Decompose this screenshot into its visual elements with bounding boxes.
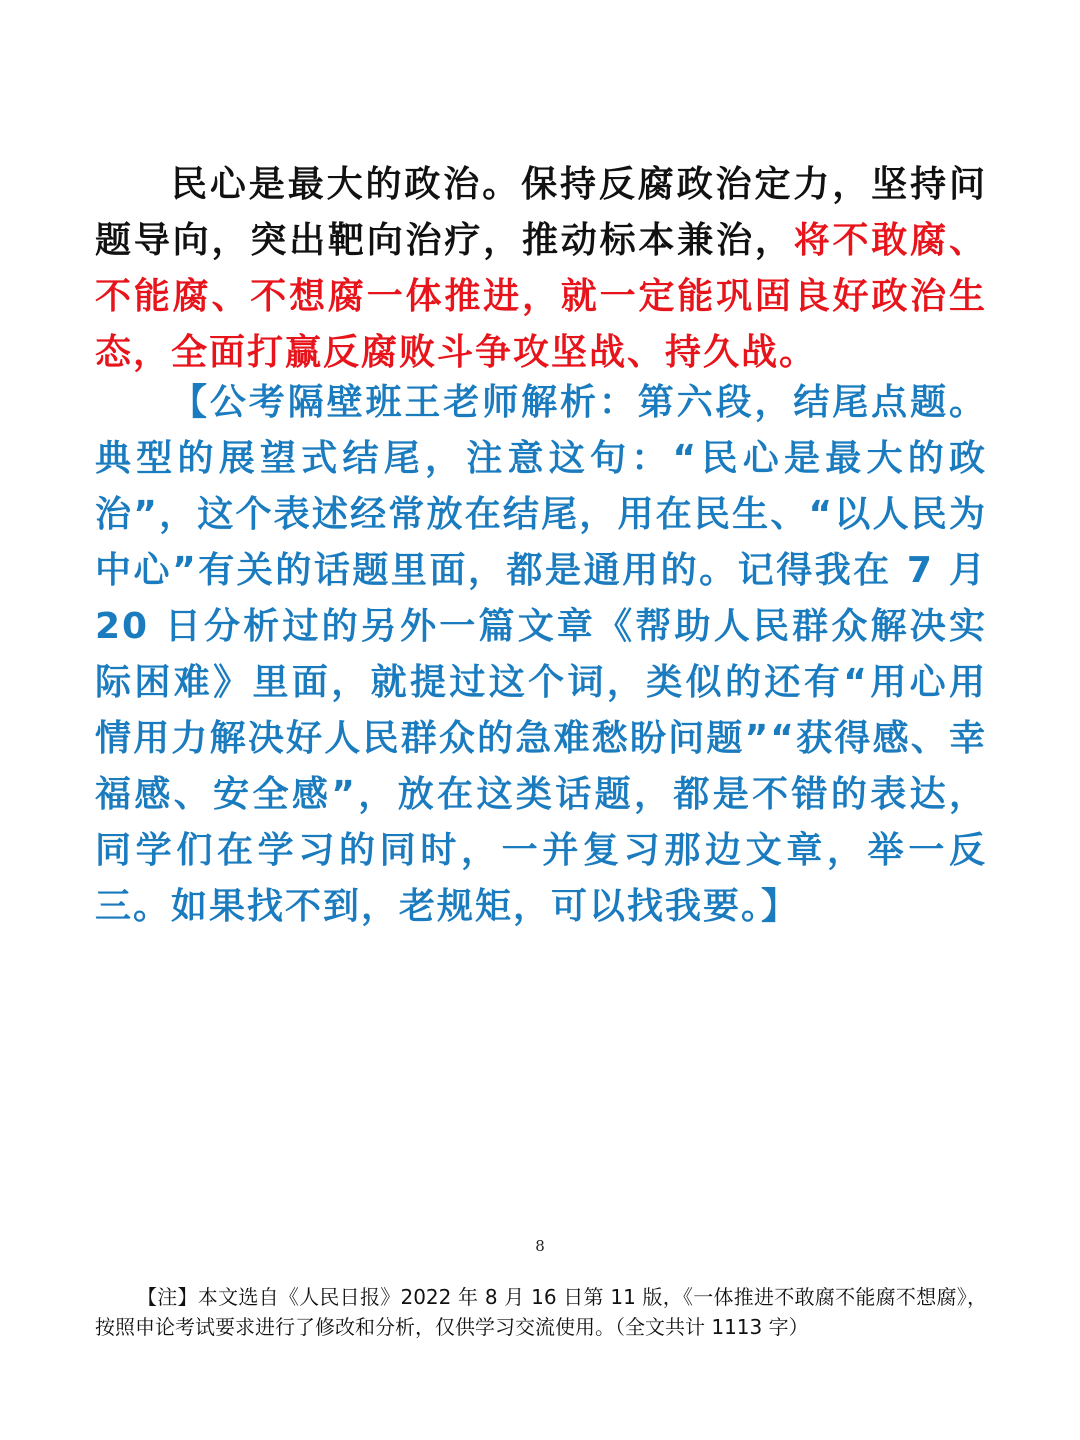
highlighted-conclusion-text: 将不敢腐、不能腐、不想腐一体推进，就一定能巩固良好政治生态，全面打赢反腐败斗争攻坚战、持久战。	[95, 220, 987, 373]
page-number: 8	[535, 1237, 545, 1255]
main-paragraph-text: 民心是最大的政治。保持反腐政治定力，坚持问题导向，突出靶向治疗，推动标本兼治，	[95, 164, 987, 261]
teacher-analysis-paragraph: 【公考隔壁班王老师解析：第六段，结尾点题。典型的展望式结尾，注意这句：“民心是最大的政治”，这个表述经常放在结尾，用在民生、“以人民为中心”有关的话题里面，都是通用的。记得我在 7 月 20 日分析过的另外一篇文章《帮助人民群众解决实际困难》里面，就提过这个词，类似的还有“用心用情用力解决好人民群众的急难愁盼问题”“获得感、幸福感、安全感”，放在这类话题，都是不错的表达，同学们在学习的同时，一并复习那边文章，举一反三。如果找不到，老规矩，可以找我要。】	[95, 382, 987, 927]
source-footnote: 【注】本文选自《人民日报》2022 年 8 月 16 日第 11 版，《一体推进不敢腐不能腐不想腐》，按照申论考试要求进行了修改和分析，仅供学习交流使用。（全文共计 1113 字）	[95, 1285, 987, 1339]
main-paragraph	[95, 157, 987, 381]
